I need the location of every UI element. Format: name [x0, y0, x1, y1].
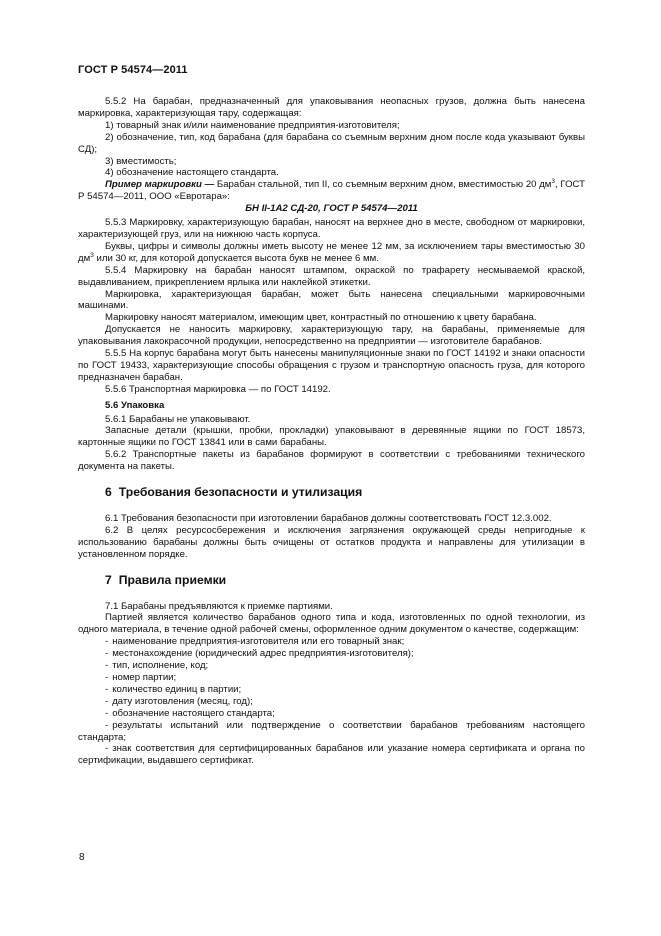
- dash-marker: -: [105, 648, 109, 660]
- example-text-end: , ГОСТ Р 54574—2011, ООО «Евротара»:: [78, 179, 586, 203]
- paragraph: Допускается не наносить маркировку, характеризующую тару, на барабаны, применяемые для упаковывания лакокрасочной продукции, непосредственно на предприятии — изготовителе барабанов.: [78, 324, 585, 348]
- list-item-text: номер партии;: [112, 671, 177, 683]
- dash-marker: -: [105, 671, 109, 683]
- subsection-heading-5-6: 5.6 Упаковка: [105, 399, 165, 411]
- letters-text-end: или 30 кг, для которой допускается высота букв не менее 6 мм.: [93, 252, 379, 264]
- list-item: [78, 720, 585, 744]
- document-body: [78, 96, 585, 767]
- clause-7-1: 7.1 Барабаны предъявляются к приемке партиями.: [105, 600, 333, 612]
- paragraph: Маркировка, характеризующая барабан, может быть нанесена специальными маркировочными машинами.: [78, 288, 585, 312]
- clause-5-5-5: 5.5.5 На корпус барабана могут быть нанесены манипуляционные знаки по ГОСТ 14192 и знаки опасности по ГОСТ 19433, характеризующие способы обращения с грузом и транспортную опасность груза, для которого предназначен барабан.: [78, 348, 585, 383]
- clause-5-5-3-letters: [78, 241, 585, 265]
- document-code-header: ГОСТ Р 54574—2011: [78, 64, 188, 76]
- clause-5-6-1: 5.6.1 Барабаны не упаковывают.: [105, 413, 251, 425]
- example-text: Барабан стальной, тип II, со съемным верхним дном, вместимостью 20 дм: [214, 179, 552, 191]
- section-heading-6: [105, 487, 585, 499]
- clause-6-2: 6.2 В целях ресурсосбережения и исключения загрязнения окружающей среды непригодные к использованию барабаны должны быть очищены от остатков продукта и направлены для утилизации в установленном порядке.: [78, 524, 585, 560]
- letters-text: Буквы, цифры и символы должны иметь высоту не менее 12 мм, за исключением тары вместимостью 30 дм: [78, 240, 585, 264]
- dash-marker: -: [105, 683, 109, 695]
- list-item-text: обозначение настоящего стандарта;: [112, 707, 275, 719]
- marking-example: [78, 179, 585, 203]
- dash-marker: -: [105, 719, 109, 731]
- page-number: 8: [79, 852, 85, 863]
- clause-5-5-4: 5.5.4 Маркировку на барабан наносят штампом, окраской по трафарету несмываемой краской, выдавливанием, прикреплением ярлыка или наклейкой этикетки.: [78, 264, 585, 288]
- section-title: Правила приемки: [118, 572, 227, 587]
- list-item-text: тип, исполнение, код;: [112, 660, 209, 672]
- dash-marker: -: [105, 636, 109, 648]
- dash-marker: -: [105, 695, 109, 707]
- paragraph: Партией является количество барабанов одного типа и кода, изготовленных по одной технологии, из одного материала, в течение одной рабочей смены, оформленное одним документом о качестве, содержащим:: [78, 612, 585, 636]
- dash-marker: -: [105, 707, 109, 719]
- section-heading-7: [105, 572, 585, 587]
- section-number: 6: [105, 485, 112, 500]
- clause-5-5-3: 5.5.3 Маркировку, характеризующую барабан, наносят на верхнее дно в месте, свободном от маркировки, характеризующей груз, или на нижнюю часть корпуса.: [78, 217, 585, 240]
- marking-example-code: БН II-1А2 СД-20, ГОСТ Р 54574—2011: [245, 203, 418, 215]
- list-item: 3) вместимость;: [105, 155, 177, 167]
- dash-marker: -: [105, 743, 109, 755]
- list-item: 2) обозначение, тип, код барабана (для барабана со съемным верхним дном после кода указывают буквы СД);: [78, 131, 585, 155]
- list-item: [78, 743, 585, 767]
- section-title: Требования безопасности и утилизация: [118, 485, 363, 500]
- list-item-text: наименование предприятия-изготовителя или его товарный знак;: [112, 636, 405, 648]
- list-item-text: местонахождение (юридический адрес предприятия-изготовителя);: [112, 648, 414, 660]
- paragraph: Маркировку наносят материалом, имеющим цвет, контрастный по отношению к цвету барабана.: [105, 312, 537, 324]
- dash-marker: -: [105, 660, 109, 672]
- list-item-text: результаты испытаний или подтверждение о соответствии барабанов требованиям настоящего стандарта;: [78, 719, 585, 743]
- list-item-text: знак соответствия для сертифицированных барабанов или указание номера сертификата и органа по сертификации, выдавшего сертификат.: [78, 743, 585, 767]
- list-item-text: дату изготовления (месяц, год);: [112, 695, 253, 707]
- paragraph: Запасные детали (крышки, пробки, прокладки) упаковывают в деревянные ящики по ГОСТ 18573, картонные ящики по ГОСТ 13841 или в сами барабаны.: [78, 425, 585, 449]
- example-superscript: 3: [551, 178, 556, 186]
- list-item: [78, 660, 585, 672]
- list-item: [78, 672, 585, 684]
- list-item-text: количество единиц в партии;: [112, 683, 242, 695]
- list-item: [78, 708, 585, 720]
- clause-5-6-2: 5.6.2 Транспортные пакеты из барабанов формируют в соответствии с требованиями технического документа на пакеты.: [78, 449, 585, 473]
- clause-6-1: 6.1 Требования безопасности при изготовлении барабанов должны соответствовать ГОСТ 12.3.002.: [105, 513, 552, 524]
- section-number: 7: [105, 572, 112, 587]
- example-label: Пример маркировки —: [105, 179, 215, 191]
- clause-5-5-2: 5.5.2 На барабан, предназначенный для упаковывания неопасных грузов, должна быть нанесена маркировка, характеризующая тару, содержащая:: [78, 96, 585, 119]
- list-item: [78, 636, 585, 648]
- lot-document-contents-list: [78, 636, 585, 767]
- letters-superscript: 3: [90, 251, 94, 259]
- clause-5-5-6: 5.5.6 Транспортная маркировка — по ГОСТ 14192.: [105, 383, 331, 395]
- list-item: 4) обозначение настоящего стандарта.: [105, 167, 279, 179]
- list-item: 1) товарный знак и/или наименование предприятия-изготовителя;: [105, 119, 400, 131]
- list-item: [78, 684, 585, 696]
- list-item: [78, 696, 585, 708]
- list-item: [78, 648, 585, 660]
